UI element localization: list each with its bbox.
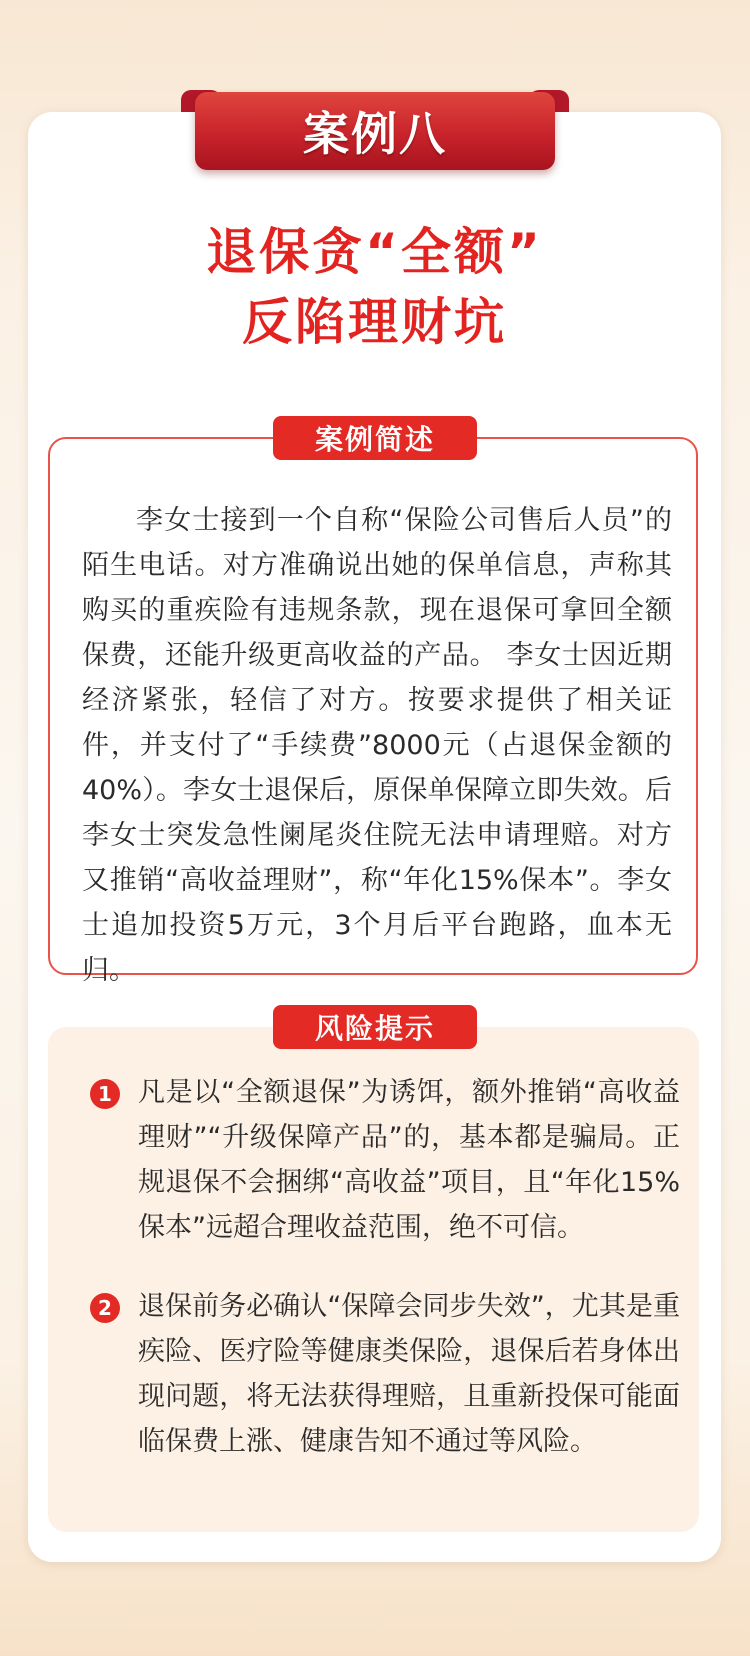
risk-item-text: 退保前务必确认“保障会同步失效”，尤其是重疾险、医疗险等健康类保险，退保后若身体出现问题，将无法获得理赔，且重新投保可能面临保费上涨、健康告知不通过等风险。 (138, 1291, 680, 1457)
risk-heading: 风险提示 (273, 1005, 477, 1049)
headline-line-1: 退保贪“全额” (206, 223, 543, 281)
summary-heading: 案例简述 (273, 416, 477, 460)
summary-text: 李女士接到一个自称“保险公司售后人员”的陌生电话。对方准确说出她的保单信息，声称其购买的重疾险有违规条款，现在退保可拿回全额保费，还能升级更高收益的产品。 李女士因近期经济紧张，轻信了对方。按要求提供了相关证件，并支付了“手续费”8000元（占退保金额的40%）。李女士退保后，原保单保障立即失效。后李女士突发急性阑尾炎住院无法申请理赔。对方又推销“高收益理财”，称“年化15%保本”。李女士追加投资5万元，3个月后平台跑路，血本无归。 (82, 505, 672, 986)
number-badge: 1 (90, 1079, 120, 1109)
number-badge: 2 (90, 1293, 120, 1323)
ribbon-banner (195, 92, 555, 170)
risk-item-text: 凡是以“全额退保”为诱饵，额外推销“高收益理财”“升级保障产品”的，基本都是骗局。正规退保不会捆绑“高收益”项目，且“年化15%保本”远超合理收益范围，绝不可信。 (138, 1077, 680, 1243)
case-label: 案例八 (303, 107, 447, 161)
risk-item (90, 1070, 680, 1250)
case-ribbon (181, 90, 569, 172)
risk-item (90, 1284, 680, 1464)
headline-line-2: 反陷理财坑 (242, 293, 507, 351)
